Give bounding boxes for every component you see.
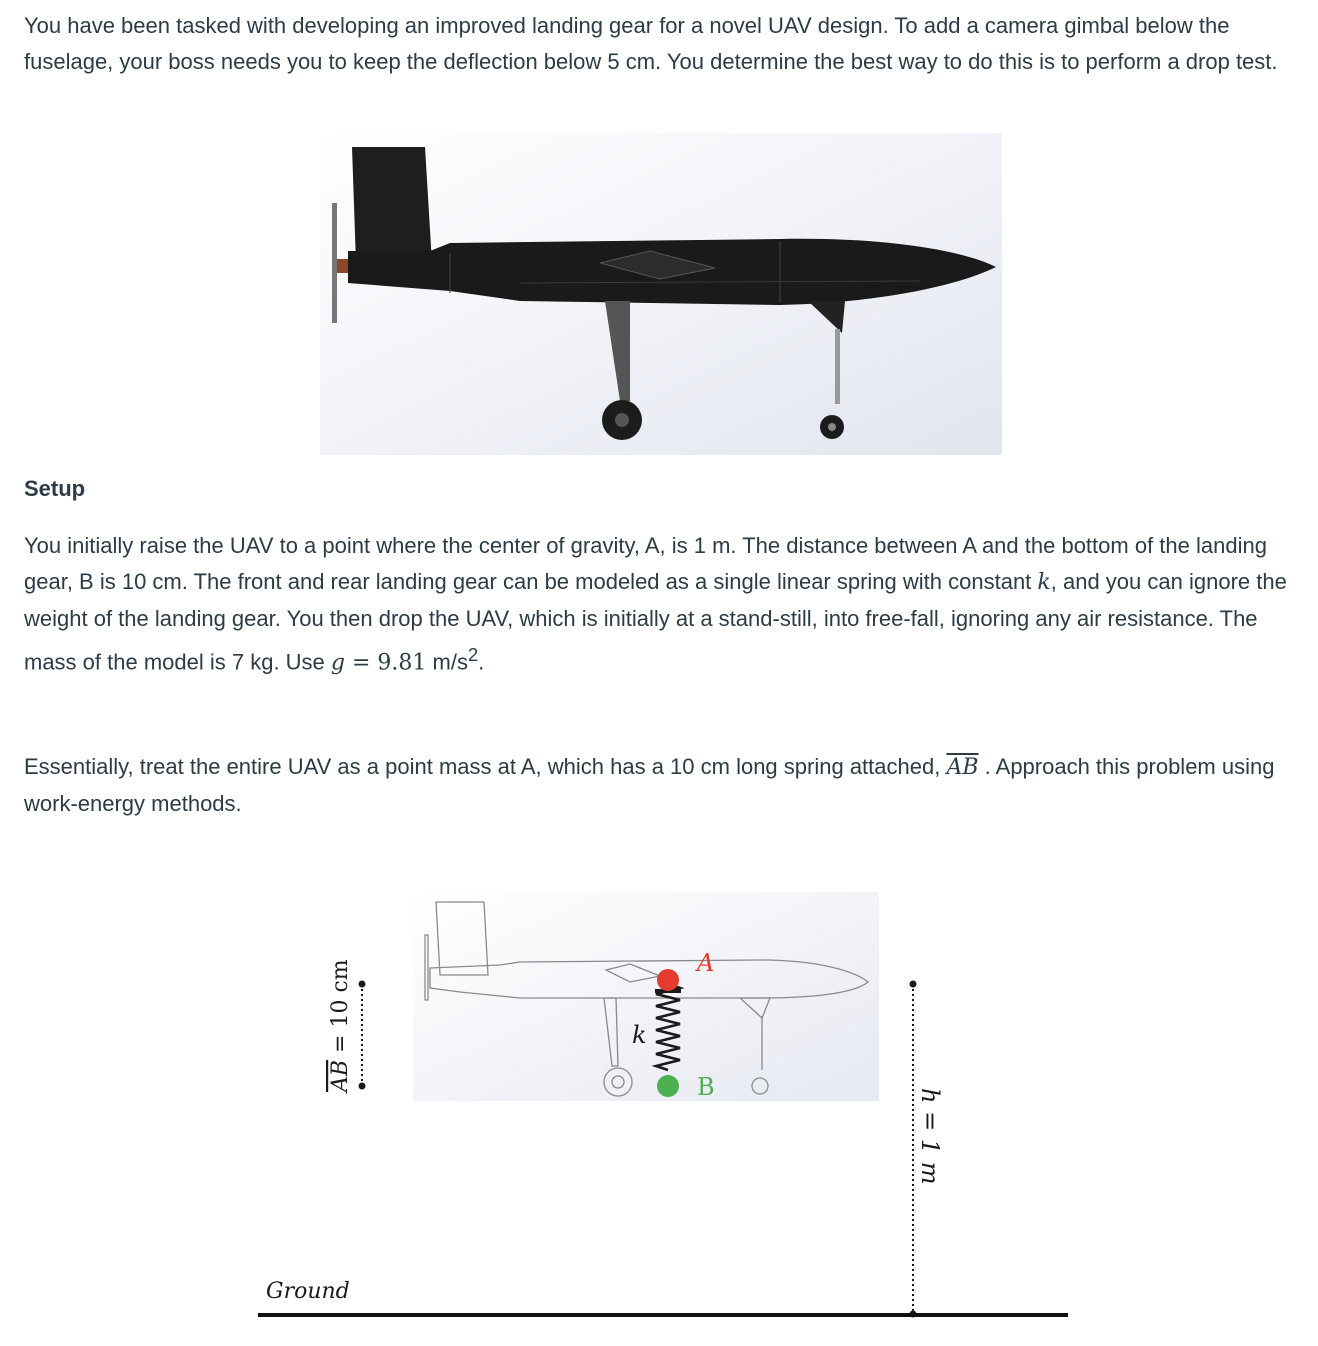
point-b [657,1075,679,1097]
label-b: B [697,1073,715,1101]
setup-text-end: . [478,649,485,675]
gravity-unit-exponent: 2 [467,644,479,665]
h-label: h = 1 m [916,1088,944,1185]
gravity-value: = 9.81 [345,650,427,676]
uav-render-image [320,133,1002,455]
setup-paragraph [24,528,1299,681]
ab-segment-symbol: $\overline{AB}$ [946,755,979,780]
essential-paragraph [24,749,1299,822]
setup-text-1: You initially raise the UAV to a point where the center of gravity, A, is 1 m. The distance between A and the bottom of the landing gear, B is 10 cm. The front and rear landing gear can be modeled as a single linear spring with constant [24,533,1267,594]
ab-length-label [328,959,353,1094]
ab-bottom-dot [359,1083,366,1090]
setup-heading: Setup [24,476,86,501]
essential-text-1: Essentially, treat the entire UAV as a point mass at A, which has a 10 cm long spring attached, [24,754,947,779]
gravity-unit: m/s [426,649,468,675]
ground-label: Ground [266,1279,350,1304]
essential-text-2: . Approach this problem using work-energy methods. [24,754,1275,816]
ab-length-value: = 10 cm [328,959,353,1060]
gravity-symbol: g [330,650,345,676]
h-top-dot [910,981,917,988]
intro-paragraph: You have been tasked with developing an improved landing gear for a novel UAV design. To add a camera gimbal below the fuselage, your boss needs you to keep the deflection below 5 cm. You determine the best way to do this is to perform a drop test. [24,13,1278,74]
label-a: A [697,949,715,977]
spring-constant-symbol: k [1037,570,1051,595]
setup-text-2: , and you can ignore the weight of the landing gear. You then drop the UAV, which is initially at a stand-still, into free-fall, ignoring any air resistance. The mass of the model is 7 kg. Use [24,569,1287,675]
point-a [657,969,679,991]
ab-top-dot [359,981,366,988]
drop-test-diagram [0,880,1318,1346]
ab-length-symbol: AB [328,1059,353,1092]
label-k: k [632,1021,647,1049]
